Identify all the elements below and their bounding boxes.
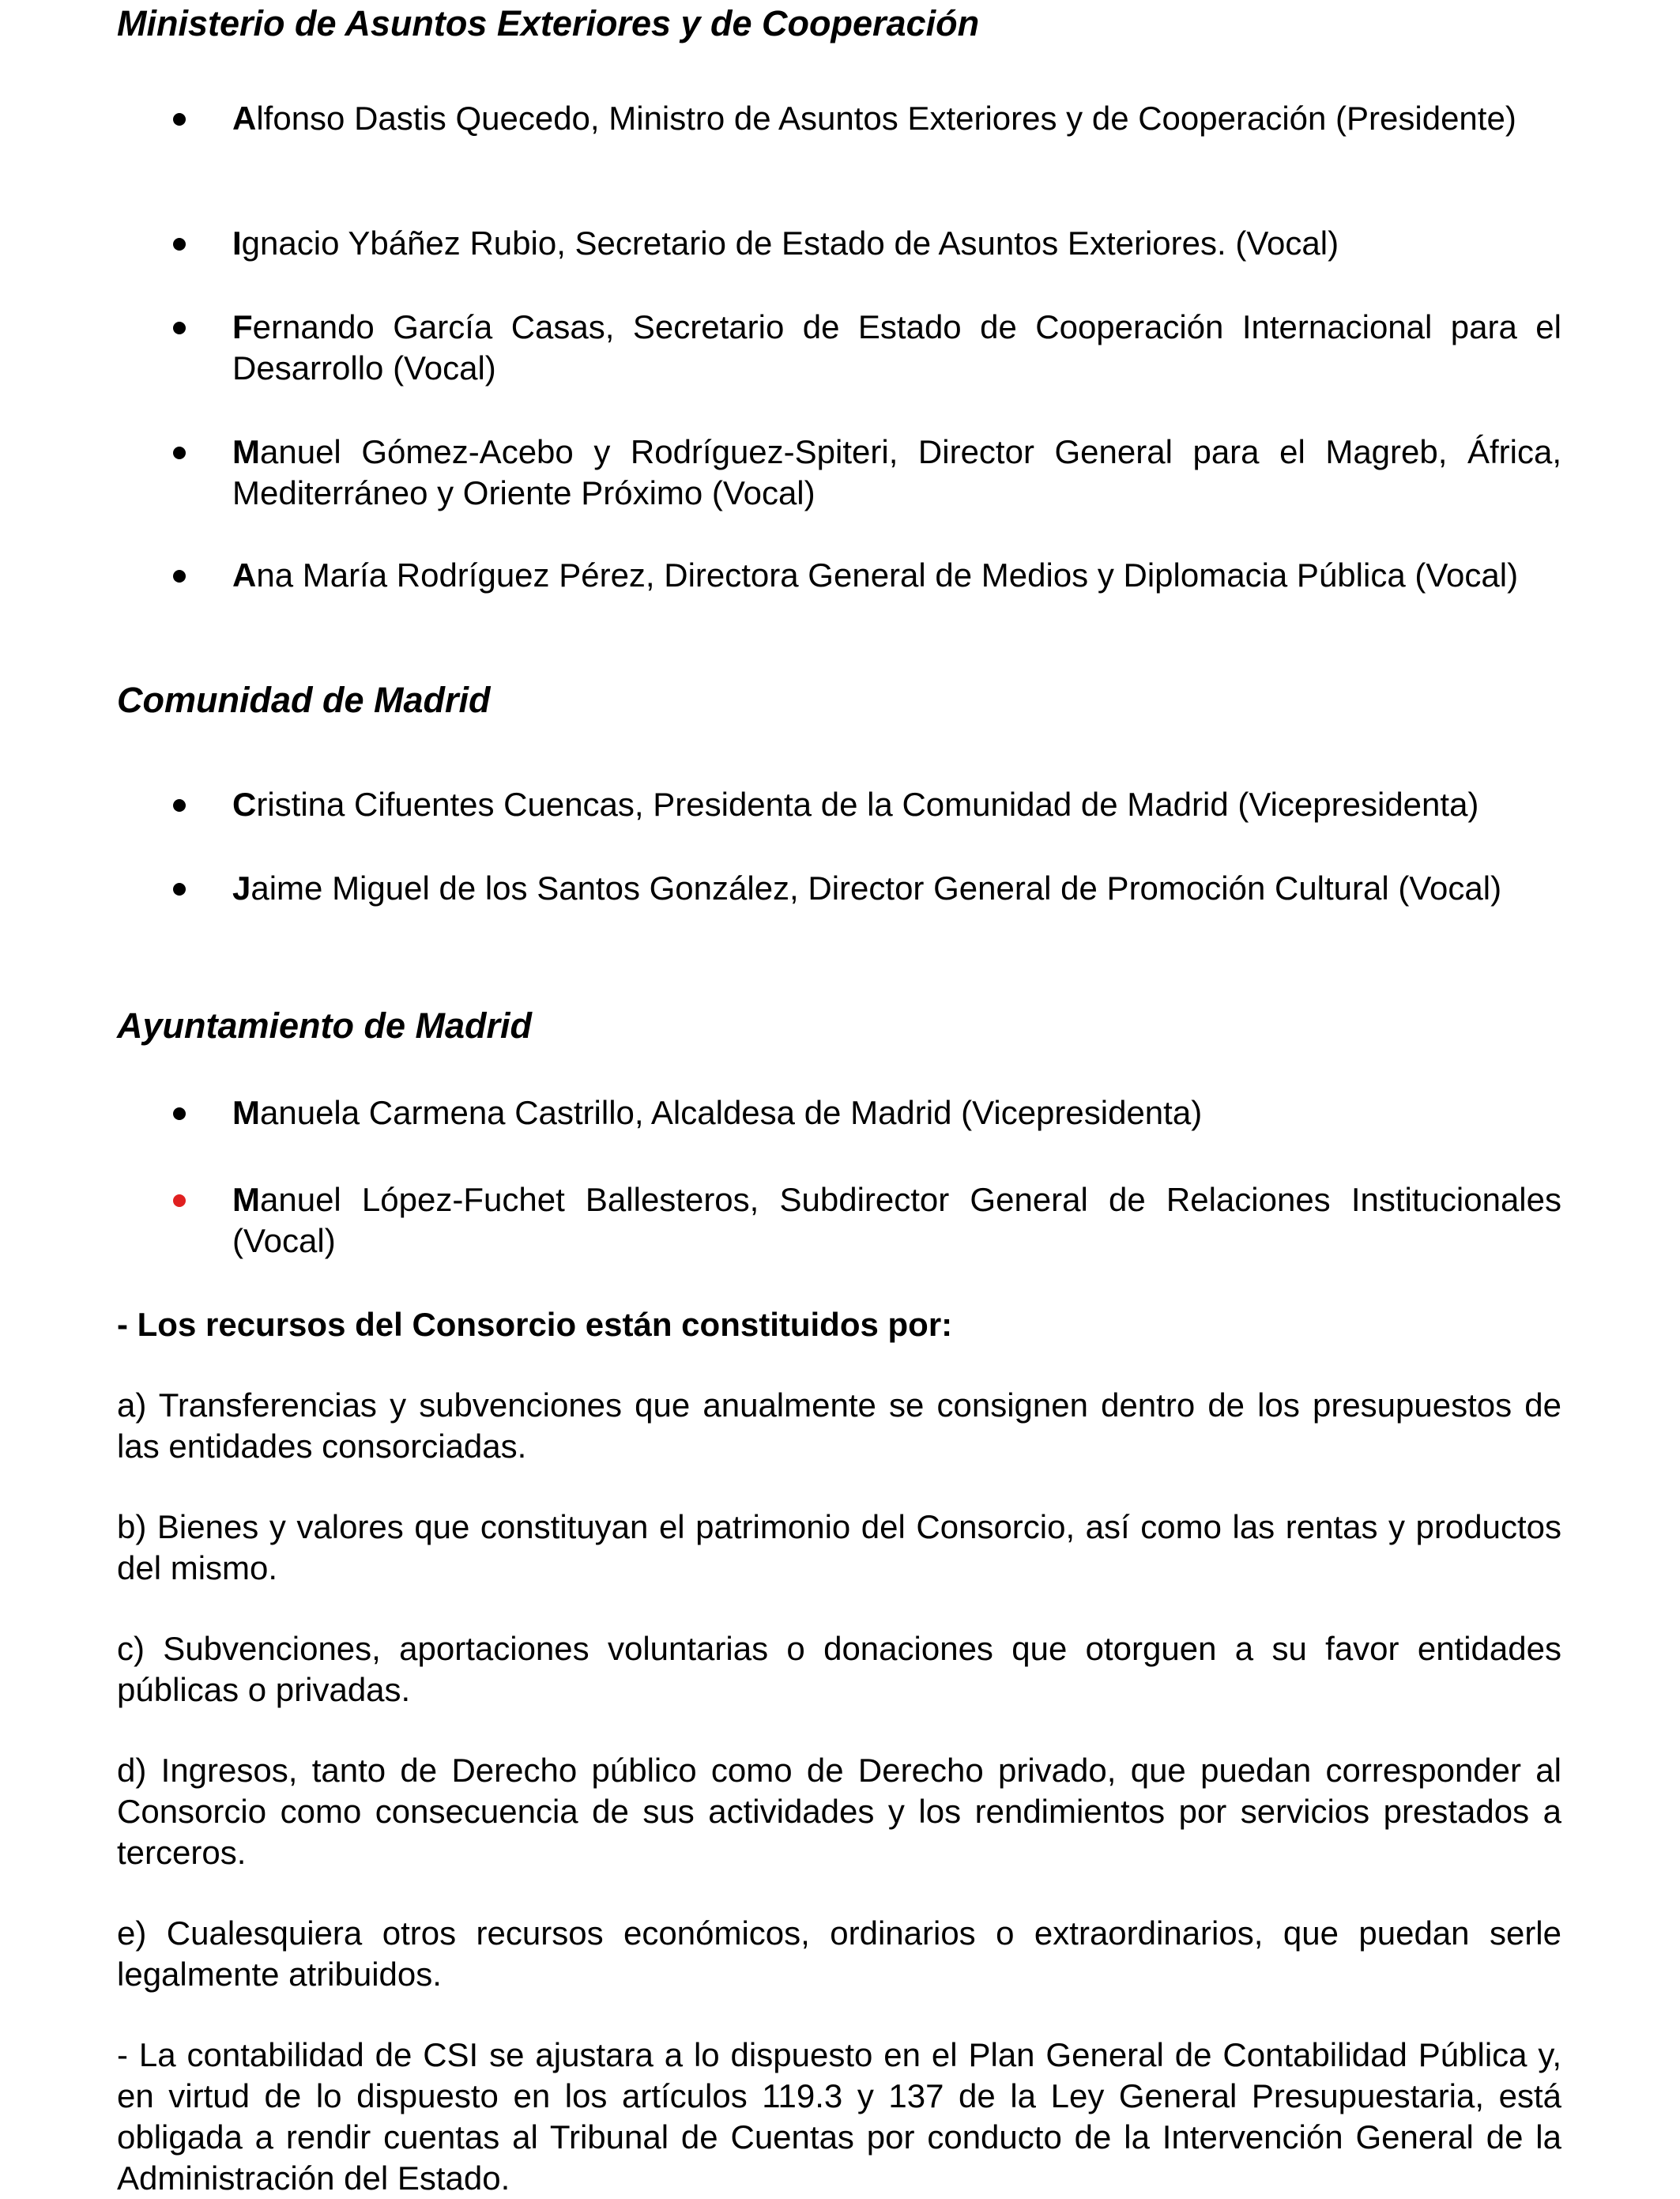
bullet-icon [173,1107,186,1120]
resource-item: a) Transferencias y subvenciones que anualmente se consignen dentro de los presupuestos de las entidades consorciadas. [117,1386,1561,1465]
bullet-icon [173,238,186,251]
bullet-icon [173,570,186,583]
resource-item: c) Subvenciones, aportaciones voluntarias o donaciones que otorguen a su favor entidades públicas o privadas. [117,1630,1561,1708]
bullet-icon [173,799,186,812]
list-item [232,868,1561,909]
list-item [232,432,1561,514]
item-initial: M [232,1094,260,1131]
bullet-icon [173,113,186,126]
resource-item: e) Cualesquiera otros recursos económicos, ordinarios o extraordinarios, que puedan serle legalmente atribuidos. [117,1914,1561,1993]
bullet-icon [173,1194,186,1207]
item-text: ernando García Casas, Secretario de Estado de Cooperación Internacional para el Desarrollo (Vocal) [232,308,1561,387]
section-heading-ayuntamiento: Ayuntamiento de Madrid [117,1005,533,1046]
bullet-icon [173,322,186,334]
resources-title: - Los recursos del Consorcio están constituidos por: [117,1306,953,1343]
list-item [232,555,1561,596]
list-item [232,1179,1561,1262]
item-text: anuel López-Fuchet Ballesteros, Subdirector General de Relaciones Institucionales (Vocal) [232,1181,1561,1259]
list-item [232,1092,1561,1133]
item-initial: I [232,224,242,262]
item-initial: M [232,1181,260,1218]
item-initial: A [232,100,257,137]
item-text: anuel Gómez-Acebo y Rodríguez-Spiteri, Director General para el Magreb, África, Mediterráneo y Oriente Próximo (Vocal) [232,433,1561,511]
item-initial: A [232,556,257,594]
item-text: anuela Carmena Castrillo, Alcaldesa de Madrid (Vicepresidenta) [260,1094,1203,1131]
item-text: na María Rodríguez Pérez, Directora General de Medios y Diplomacia Pública (Vocal) [256,556,1519,594]
section-heading-ministerio: Ministerio de Asuntos Exteriores y de Cooperación [117,3,980,43]
section-heading-comunidad: Comunidad de Madrid [117,680,491,720]
item-initial: J [232,869,251,907]
item-text: lfonso Dastis Quecedo, Ministro de Asuntos Exteriores y de Cooperación (Presidente) [256,100,1516,137]
resource-item: b) Bienes y valores que constituyan el patrimonio del Consorcio, así como las rentas y productos del mismo. [117,1508,1561,1586]
item-text: gnacio Ybáñez Rubio, Secretario de Estado de Asuntos Exteriores. (Vocal) [241,224,1339,262]
item-text: ristina Cifuentes Cuencas, Presidenta de la Comunidad de Madrid (Vicepresidenta) [256,786,1479,823]
list-item [232,223,1561,264]
list-item [232,98,1561,139]
bullet-icon [173,447,186,459]
list-item [232,784,1561,825]
item-text: aime Miguel de los Santos González, Director General de Promoción Cultural (Vocal) [250,869,1502,907]
item-initial: F [232,308,253,345]
bullet-icon [173,883,186,896]
list-item [232,307,1561,389]
accounting-paragraph: - La contabilidad de CSI se ajustara a lo dispuesto en el Plan General de Contabilidad Pública y, en virtud de lo dispuesto en los artículos 119.3 y 137 de la Ley General Presupuestaria, está obligada a rendir cuentas al Tribunal de Cuentas por conducto de la Intervención General de la Administración del Estado. [117,2036,1561,2197]
resource-item: d) Ingresos, tanto de Derecho público como de Derecho privado, que puedan corresponder al Consorcio como consecuencia de sus actividades y los rendimientos por servicios prestados a terceros. [117,1752,1561,1871]
item-initial: C [232,786,257,823]
item-initial: M [232,433,260,470]
